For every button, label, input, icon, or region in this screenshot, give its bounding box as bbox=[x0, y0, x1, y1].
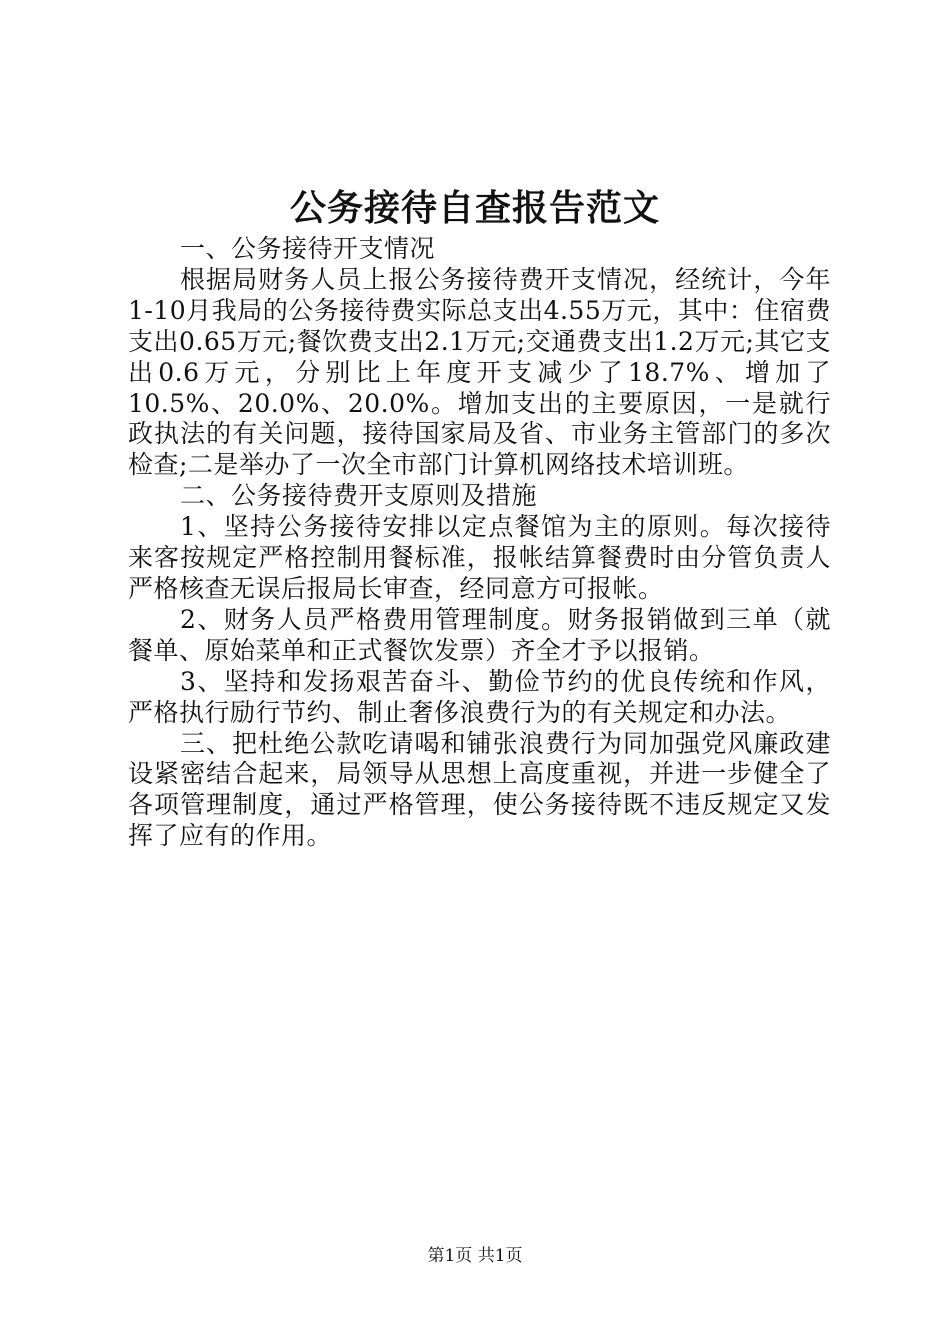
section-heading-2: 二、公务接待费开支原则及措施 bbox=[180, 481, 538, 511]
paragraph-expenditure: 根据局财务人员上报公务接待费开支情况，经统计，今年1-10月我局的公务接待费实际总支出4.55万元，其中：住宿费支出0.65万元;餐饮费支出2.1万元;交通费支出1.2万元;其它支出0.6万元，分别比上年度开支减少了18.7%、增加了10.5%、20.0%、20.0%。增加支出的主要原因，一是就行政执法的有关问题，接待国家局及省、市业务主管部门的多次检查;二是举办了一次全市部门计算机网络技术培训班。 bbox=[128, 264, 831, 480]
paragraph-measure-3: 3、坚持和发扬艰苦奋斗、勤俭节约的优良传统和作风，严格执行励行节约、制止奢侈浪费行为的有关规定和办法。 bbox=[128, 666, 831, 727]
paragraph-measure-2: 2、财务人员严格费用管理制度。财务报销做到三单（就餐单、原始菜单和正式餐饮发票）齐全才予以报销。 bbox=[128, 604, 831, 665]
page-footer: 第1页 共1页 bbox=[427, 1246, 523, 1266]
section-heading-1: 一、公务接待开支情况 bbox=[180, 234, 436, 263]
paragraph-measure-1: 1、坚持公务接待安排以定点餐馆为主的原则。每次接待来客按规定严格控制用餐标准，报帐结算餐费时由分管负责人严格核查无误后报局长审查，经同意方可报帐。 bbox=[128, 512, 831, 603]
paragraph-section-3: 三、把杜绝公款吃请喝和铺张浪费行为同加强党风廉政建设紧密结合起来，局领导从思想上高度重视，并进一步健全了各项管理制度，通过严格管理，使公务接待既不违反规定又发挥了应有的作用。 bbox=[128, 728, 831, 851]
document-title: 公务接待自查报告范文 bbox=[289, 187, 660, 229]
document-body bbox=[128, 234, 831, 852]
